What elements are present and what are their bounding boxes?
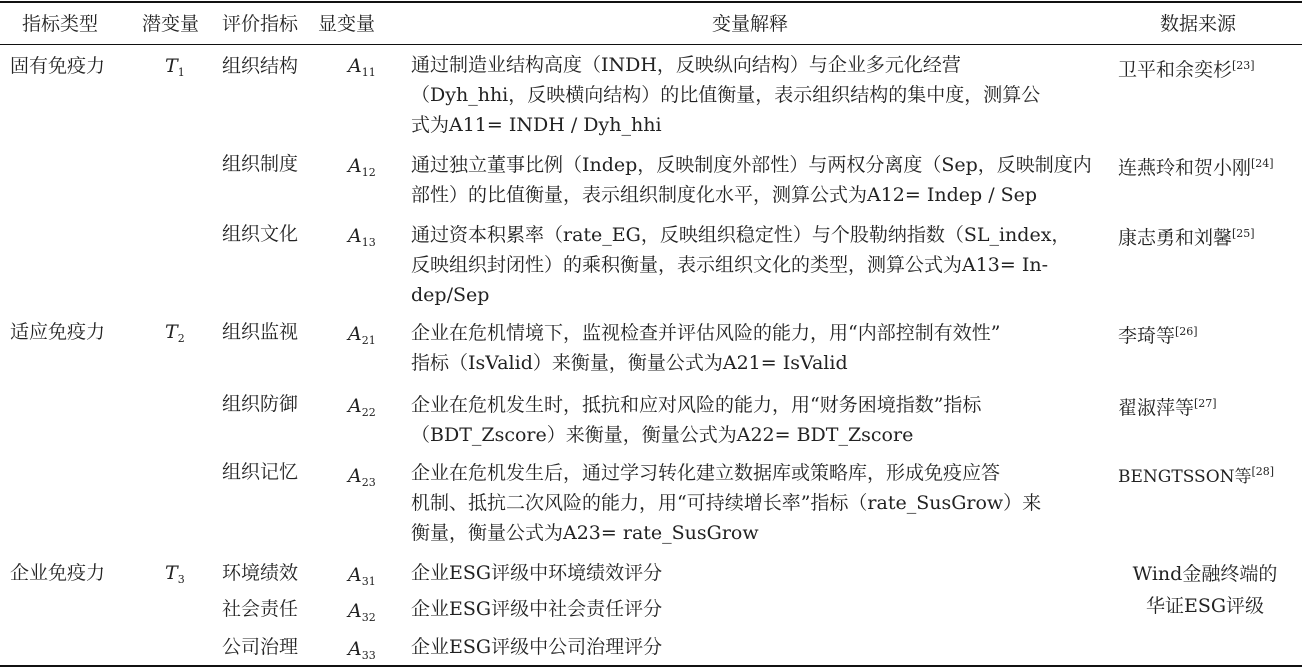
explanation-line: 企业ESG评级中社会责任评分 xyxy=(411,598,663,620)
explanation-cell xyxy=(411,558,1101,588)
esg-source-line: 华证ESG评级 xyxy=(1145,595,1265,617)
explanation-line: 企业在危机发生后，通过学习转化建立数据库或策略库，形成免疫应答 xyxy=(411,462,1001,484)
indicator-cell: 社会责任 xyxy=(222,598,299,620)
explanation-line: 部性）的比值衡量，表示组织制度化水平，测算公式为A12= Indep / Sep xyxy=(411,184,1038,206)
explanation-cell xyxy=(411,220,1101,310)
source-cell: 卫平和余奕杉[23] xyxy=(1118,59,1255,81)
source-cell: 李琦等[26] xyxy=(1118,325,1198,347)
observed-var: $A_{33}$ xyxy=(348,638,376,662)
group-type: 企业免疫力 xyxy=(10,562,106,584)
explanation-line: 通过独立董事比例（Indep，反映制度外部性）与两权分离度（Sep，反映制度内 xyxy=(411,154,1092,176)
indicator-cell: 公司治理 xyxy=(222,636,299,658)
indicator-cell: 组织防御 xyxy=(222,393,299,415)
source-cell: 翟淑萍等[27] xyxy=(1118,397,1217,419)
header-observed: 显变量 xyxy=(318,13,376,35)
indicator-cell: 组织结构 xyxy=(222,55,299,77)
explanation-line: 企业在危机情境下，监视检查并评估风险的能力，用“内部控制有效性” xyxy=(411,322,1001,344)
explanation-cell xyxy=(411,50,1101,140)
explanation-cell xyxy=(411,318,1101,378)
observed-var: $A_{12}$ xyxy=(348,155,376,179)
header-type: 指标类型 xyxy=(22,13,99,35)
source-cell: BENGTSSON等[28] xyxy=(1118,465,1275,487)
explanation-cell xyxy=(411,458,1101,548)
indicator-cell: 组织记忆 xyxy=(222,461,299,483)
explanation-line: （Dyh_hhi，反映横向结构）的比值衡量，表示组织结构的集中度，测算公 xyxy=(411,84,1041,106)
explanation-cell xyxy=(411,390,1101,450)
observed-var: $A_{23}$ xyxy=(348,465,376,489)
header-explanation: 变量解释 xyxy=(712,13,789,35)
explanation-line: 企业在危机发生时，抵抗和应对风险的能力，用“财务困境指数”指标 xyxy=(411,394,982,416)
indicator-cell: 环境绩效 xyxy=(222,562,299,584)
explanation-line: 企业ESG评级中环境绩效评分 xyxy=(411,562,663,584)
group-type: 固有免疫力 xyxy=(10,55,106,77)
top-rule xyxy=(0,1,1302,3)
header-rule xyxy=(0,44,1302,45)
header-indicator: 评价指标 xyxy=(222,13,299,35)
observed-var: $A_{11}$ xyxy=(348,55,376,79)
explanation-line: 企业ESG评级中公司治理评分 xyxy=(411,636,663,658)
observed-var: $A_{32}$ xyxy=(348,600,376,624)
explanation-line: 通过资本积累率（rate_EG，反映组织稳定性）与个股勒纳指数（SL_index， xyxy=(411,224,1071,246)
explanation-cell xyxy=(411,594,1101,624)
explanation-line: 式为A11= INDH / Dyh_hhi xyxy=(411,114,662,136)
indicator-cell: 组织监视 xyxy=(222,321,299,343)
observed-var: $A_{13}$ xyxy=(348,225,376,249)
source-cell: 康志勇和刘馨[25] xyxy=(1118,227,1255,249)
explanation-line: 反映组织封闭性）的乘积衡量，表示组织文化的类型，测算公式为A13= In- xyxy=(411,254,1049,276)
explanation-line: 指标（IsValid）来衡量，衡量公式为A21= IsValid xyxy=(411,352,848,374)
explanation-line: dep/Sep xyxy=(411,284,490,306)
observed-var: $A_{21}$ xyxy=(348,323,376,347)
explanation-line: 衡量，衡量公式为A23= rate_SusGrow xyxy=(411,522,759,544)
latent-var: $T_2$ xyxy=(165,321,185,345)
explanation-line: 机制、抵抗二次风险的能力，用“可持续增长率”指标（rate_SusGrow）来 xyxy=(411,492,1042,514)
observed-var: $A_{31}$ xyxy=(348,564,376,588)
observed-var: $A_{22}$ xyxy=(348,395,376,419)
group-type: 适应免疫力 xyxy=(10,321,106,343)
explanation-line: 通过制造业结构高度（INDH，反映纵向结构）与企业多元化经营 xyxy=(411,54,961,76)
indicator-cell: 组织文化 xyxy=(222,223,299,245)
latent-var: $T_1$ xyxy=(165,55,185,79)
explanation-cell xyxy=(411,150,1101,210)
esg-source-line: Wind金融终端的 xyxy=(1132,563,1278,585)
header-source: 数据来源 xyxy=(1160,13,1237,35)
explanation-line: （BDT_Zscore）来衡量，衡量公式为A22= BDT_Zscore xyxy=(411,424,914,446)
indicator-cell: 组织制度 xyxy=(222,153,299,175)
source-cell: 连燕玲和贺小刚[24] xyxy=(1118,157,1274,179)
bottom-rule xyxy=(0,665,1302,667)
header-latent: 潜变量 xyxy=(142,13,200,35)
latent-var: $T_3$ xyxy=(165,562,185,586)
explanation-cell xyxy=(411,632,1101,662)
